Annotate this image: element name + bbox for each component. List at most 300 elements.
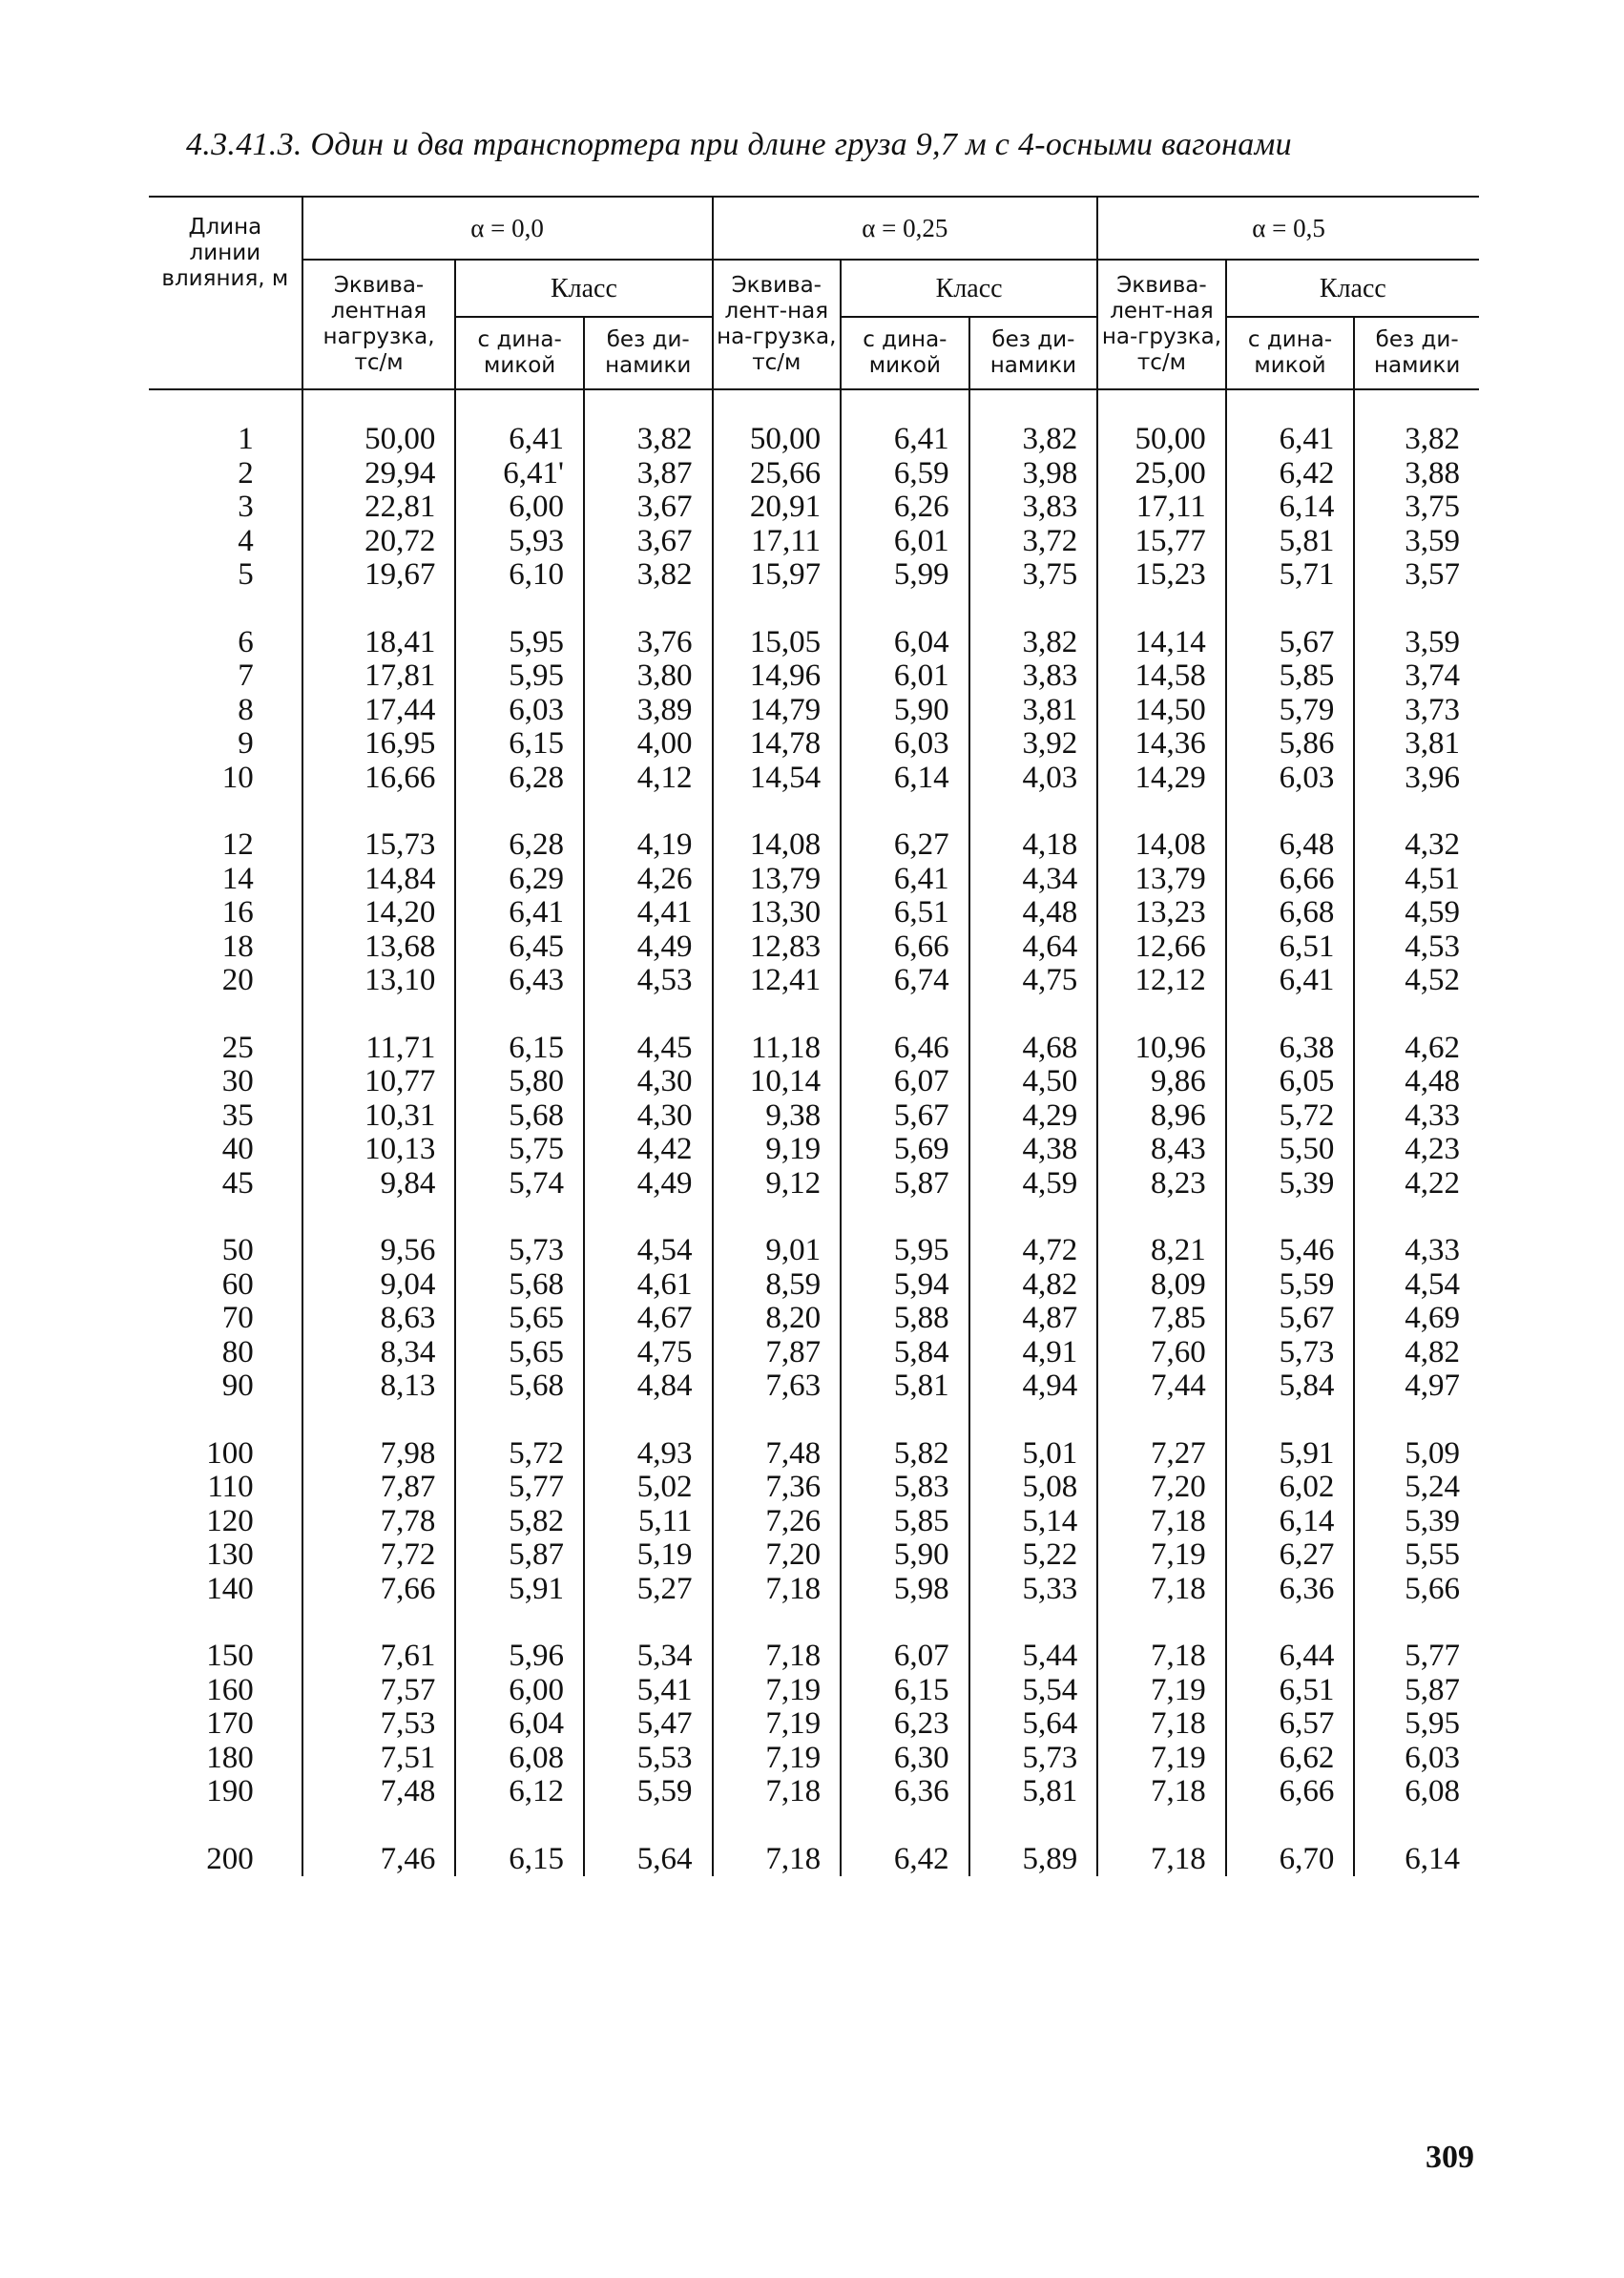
row-length-cell: 9 [238, 726, 254, 761]
value-cell: 7,57 [302, 1674, 456, 1708]
value-cell: 7,87 [713, 1336, 842, 1370]
value-cell: 3,82 [584, 389, 713, 457]
value-cell: 4,45 [584, 998, 713, 1066]
value-cell: 7,18 [1097, 1775, 1226, 1809]
value-cell: 3,59 [1354, 593, 1479, 660]
value-cell: 4,75 [584, 1336, 713, 1370]
row-length-cell: 1 [238, 422, 254, 456]
value-cell: 7,63 [713, 1369, 842, 1404]
value-cell: 3,96 [1354, 762, 1479, 796]
value-cell: 3,82 [969, 389, 1098, 457]
row-length-cell: 70 [221, 1301, 254, 1335]
value-cell: 5,65 [455, 1302, 584, 1336]
row-length-cell: 4 [238, 523, 254, 558]
value-cell: 5,69 [841, 1133, 969, 1167]
value-cell: 6,30 [841, 1742, 969, 1776]
value-cell: 5,19 [584, 1538, 713, 1573]
value-cell: 5,81 [841, 1369, 969, 1404]
value-cell: 5,67 [1226, 593, 1355, 660]
value-cell: 5,46 [1226, 1201, 1355, 1268]
table-row [149, 964, 1479, 998]
table-row [149, 1369, 1479, 1404]
row-length-cell: 50 [221, 1233, 254, 1267]
value-cell: 13,79 [1097, 863, 1226, 897]
value-cell: 17,11 [1097, 491, 1226, 525]
value-cell: 6,07 [841, 1606, 969, 1674]
table-row [149, 1099, 1479, 1134]
value-cell: 14,08 [713, 795, 842, 863]
value-cell: 4,72 [969, 1201, 1098, 1268]
table-row [149, 896, 1479, 930]
value-cell: 6,28 [455, 795, 584, 863]
value-cell: 6,42 [1226, 457, 1355, 491]
value-cell: 7,18 [713, 1809, 842, 1877]
row-length-cell: 3 [238, 490, 254, 524]
value-cell: 3,83 [969, 659, 1098, 694]
value-cell: 4,38 [969, 1133, 1098, 1167]
value-cell: 6,36 [841, 1775, 969, 1809]
value-cell: 6,51 [1226, 1674, 1355, 1708]
row-length-cell: 35 [221, 1097, 254, 1133]
value-cell: 3,98 [969, 457, 1098, 491]
value-cell: 5,73 [455, 1201, 584, 1268]
value-cell: 5,73 [1226, 1336, 1355, 1370]
value-cell: 7,18 [1097, 1809, 1226, 1877]
value-cell: 8,13 [302, 1369, 456, 1404]
value-cell: 4,68 [969, 998, 1098, 1066]
row-length-cell: 130 [206, 1537, 254, 1572]
row-length-cell: 2 [238, 455, 254, 491]
value-cell: 7,85 [1097, 1302, 1226, 1336]
value-cell: 4,49 [584, 930, 713, 965]
value-cell: 14,50 [1097, 694, 1226, 728]
value-cell: 4,49 [584, 1167, 713, 1202]
table-row [149, 1707, 1479, 1742]
value-cell: 4,30 [584, 1099, 713, 1134]
value-cell: 3,88 [1354, 457, 1479, 491]
value-cell: 5,88 [841, 1302, 969, 1336]
value-cell: 6,04 [841, 593, 969, 660]
value-cell: 17,81 [302, 659, 456, 694]
value-cell: 9,86 [1097, 1065, 1226, 1099]
value-cell: 6,10 [455, 558, 584, 593]
value-cell: 5,75 [455, 1133, 584, 1167]
value-cell: 7,19 [1097, 1674, 1226, 1708]
value-cell: 6,51 [841, 896, 969, 930]
value-cell: 6,27 [841, 795, 969, 863]
value-cell: 6,00 [455, 1674, 584, 1708]
table-row [149, 694, 1479, 728]
value-cell: 7,19 [713, 1707, 842, 1742]
value-cell: 9,01 [713, 1201, 842, 1268]
table-row [149, 727, 1479, 762]
header-with-dynamics-1: с дина-микой [455, 317, 584, 389]
value-cell: 29,94 [302, 457, 456, 491]
value-cell: 5,81 [1226, 525, 1355, 559]
value-cell: 4,30 [584, 1065, 713, 1099]
value-cell: 3,75 [1354, 491, 1479, 525]
value-cell: 12,41 [713, 964, 842, 998]
value-cell: 6,28 [455, 762, 584, 796]
value-cell: 7,18 [1097, 1505, 1226, 1539]
value-cell: 6,14 [1354, 1809, 1479, 1877]
value-cell: 13,10 [302, 964, 456, 998]
value-cell: 7,27 [1097, 1404, 1226, 1472]
value-cell: 20,72 [302, 525, 456, 559]
row-length-cell: 100 [206, 1435, 254, 1471]
value-cell: 4,75 [969, 964, 1098, 998]
value-cell: 7,20 [1097, 1471, 1226, 1505]
value-cell: 6,15 [455, 1809, 584, 1877]
value-cell: 4,41 [584, 896, 713, 930]
value-cell: 15,05 [713, 593, 842, 660]
value-cell: 4,93 [584, 1404, 713, 1472]
value-cell: 7,72 [302, 1538, 456, 1573]
value-cell: 6,41 [841, 389, 969, 457]
value-cell: 14,20 [302, 896, 456, 930]
value-cell: 4,82 [969, 1268, 1098, 1303]
value-cell: 5,90 [841, 694, 969, 728]
value-cell: 6,14 [841, 762, 969, 796]
row-length-cell: 5 [238, 557, 254, 592]
value-cell: 6,03 [841, 727, 969, 762]
value-cell: 4,62 [1354, 998, 1479, 1066]
value-cell: 5,59 [584, 1775, 713, 1809]
value-cell: 5,87 [455, 1538, 584, 1573]
table-row [149, 1167, 1479, 1202]
value-cell: 12,83 [713, 930, 842, 965]
value-cell: 4,97 [1354, 1369, 1479, 1404]
table-row [149, 1336, 1479, 1370]
header-class-3: Класс [1226, 260, 1479, 317]
value-cell: 7,19 [1097, 1742, 1226, 1776]
value-cell: 3,74 [1354, 659, 1479, 694]
value-cell: 3,81 [969, 694, 1098, 728]
value-cell: 6,48 [1226, 795, 1355, 863]
value-cell: 6,03 [1354, 1742, 1479, 1776]
value-cell: 6,41 [841, 863, 969, 897]
table-row [149, 1471, 1479, 1505]
value-cell: 5,72 [455, 1404, 584, 1472]
value-cell: 14,08 [1097, 795, 1226, 863]
header-with-dynamics-2: с дина-микой [841, 317, 969, 389]
row-length-cell: 200 [206, 1841, 254, 1876]
value-cell: 9,12 [713, 1167, 842, 1202]
table-row [149, 1133, 1479, 1167]
value-cell: 16,95 [302, 727, 456, 762]
value-cell: 6,41 [1226, 964, 1355, 998]
value-cell: 4,84 [584, 1369, 713, 1404]
value-cell: 5,33 [969, 1573, 1098, 1607]
value-cell: 4,18 [969, 795, 1098, 863]
table-row [149, 1809, 1479, 1877]
row-length-cell: 14 [221, 861, 254, 896]
value-cell: 6,41 [455, 896, 584, 930]
value-cell: 4,53 [584, 964, 713, 998]
header-alpha-0: α = 0,0 [302, 197, 713, 260]
value-cell: 5,59 [1226, 1268, 1355, 1303]
value-cell: 7,20 [713, 1538, 842, 1573]
value-cell: 6,41 [455, 389, 584, 457]
value-cell: 6,68 [1226, 896, 1355, 930]
value-cell: 5,86 [1226, 727, 1355, 762]
value-cell: 4,19 [584, 795, 713, 863]
value-cell: 8,43 [1097, 1133, 1226, 1167]
value-cell: 15,23 [1097, 558, 1226, 593]
row-length-cell: 180 [206, 1740, 254, 1775]
value-cell: 9,84 [302, 1167, 456, 1202]
value-cell: 8,34 [302, 1336, 456, 1370]
value-cell: 5,81 [969, 1775, 1098, 1809]
table-row [149, 593, 1479, 660]
value-cell: 7,51 [302, 1742, 456, 1776]
table-row [149, 762, 1479, 796]
value-cell: 3,59 [1354, 525, 1479, 559]
value-cell: 13,30 [713, 896, 842, 930]
value-cell: 5,65 [455, 1336, 584, 1370]
value-cell: 5,22 [969, 1538, 1098, 1573]
row-length-cell: 150 [206, 1639, 254, 1673]
value-cell: 6,66 [841, 930, 969, 965]
header-equivalent-load-1: Эквива-лентная нагрузка, тс/м [302, 260, 456, 389]
value-cell: 5,68 [455, 1099, 584, 1134]
value-cell: 4,54 [584, 1201, 713, 1268]
value-cell: 8,63 [302, 1302, 456, 1336]
value-cell: 5,44 [969, 1606, 1098, 1674]
value-cell: 9,56 [302, 1201, 456, 1268]
value-cell: 4,12 [584, 762, 713, 796]
value-cell: 3,67 [584, 525, 713, 559]
value-cell: 5,39 [1226, 1167, 1355, 1202]
value-cell: 4,59 [969, 1167, 1098, 1202]
value-cell: 5,11 [584, 1505, 713, 1539]
value-cell: 7,18 [1097, 1573, 1226, 1607]
table-row [149, 1302, 1479, 1336]
value-cell: 50,00 [302, 389, 456, 457]
row-length-cell: 140 [206, 1571, 254, 1606]
value-cell: 4,50 [969, 1065, 1098, 1099]
table-row [149, 998, 1479, 1066]
value-cell: 6,66 [1226, 863, 1355, 897]
value-cell: 5,14 [969, 1505, 1098, 1539]
value-cell: 4,59 [1354, 896, 1479, 930]
value-cell: 5,82 [841, 1404, 969, 1472]
value-cell: 3,81 [1354, 727, 1479, 762]
value-cell: 6,00 [455, 491, 584, 525]
value-cell: 6,59 [841, 457, 969, 491]
value-cell: 15,97 [713, 558, 842, 593]
value-cell: 7,87 [302, 1471, 456, 1505]
row-length-cell: 18 [221, 929, 254, 964]
value-cell: 6,43 [455, 964, 584, 998]
value-cell: 3,92 [969, 727, 1098, 762]
value-cell: 10,31 [302, 1099, 456, 1134]
value-cell: 5,74 [455, 1167, 584, 1202]
table-row [149, 1742, 1479, 1776]
value-cell: 6,08 [455, 1742, 584, 1776]
value-cell: 5,89 [969, 1809, 1098, 1877]
value-cell: 5,82 [455, 1505, 584, 1539]
value-cell: 5,85 [1226, 659, 1355, 694]
value-cell: 5,02 [584, 1471, 713, 1505]
row-length-cell: 40 [221, 1132, 254, 1166]
value-cell: 6,15 [455, 998, 584, 1066]
value-cell: 6,57 [1226, 1707, 1355, 1742]
value-cell: 10,96 [1097, 998, 1226, 1066]
table-row [149, 1775, 1479, 1809]
value-cell: 5,64 [969, 1707, 1098, 1742]
value-cell: 6,51 [1226, 930, 1355, 965]
table-row [149, 491, 1479, 525]
value-cell: 7,60 [1097, 1336, 1226, 1370]
value-cell: 6,15 [841, 1674, 969, 1708]
value-cell: 3,89 [584, 694, 713, 728]
row-length-cell: 6 [238, 624, 254, 659]
value-cell: 4,91 [969, 1336, 1098, 1370]
value-cell: 15,77 [1097, 525, 1226, 559]
value-cell: 4,42 [584, 1133, 713, 1167]
row-length-cell: 12 [221, 827, 254, 862]
row-length-cell: 10 [221, 760, 254, 795]
table-row [149, 930, 1479, 965]
value-cell: 5,96 [455, 1606, 584, 1674]
value-cell: 5,95 [455, 659, 584, 694]
value-cell: 12,12 [1097, 964, 1226, 998]
value-cell: 13,23 [1097, 896, 1226, 930]
value-cell: 4,94 [969, 1369, 1098, 1404]
value-cell: 8,23 [1097, 1167, 1226, 1202]
row-length-cell: 30 [221, 1064, 254, 1098]
header-equivalent-load-3: Эквива-лент-ная на-грузка, тс/м [1097, 260, 1226, 389]
value-cell: 4,33 [1354, 1201, 1479, 1268]
value-cell: 3,87 [584, 457, 713, 491]
value-cell: 5,80 [455, 1065, 584, 1099]
value-cell: 5,27 [584, 1573, 713, 1607]
value-cell: 7,18 [713, 1775, 842, 1809]
row-length-cell: 160 [206, 1672, 254, 1707]
value-cell: 5,64 [584, 1809, 713, 1877]
value-cell: 6,74 [841, 964, 969, 998]
value-cell: 4,33 [1354, 1099, 1479, 1134]
row-length-cell: 7 [238, 658, 254, 693]
value-cell: 6,42 [841, 1809, 969, 1877]
value-cell: 4,32 [1354, 795, 1479, 863]
value-cell: 6,04 [455, 1707, 584, 1742]
table-row [149, 1065, 1479, 1099]
value-cell: 5,91 [1226, 1404, 1355, 1472]
value-cell: 5,53 [584, 1742, 713, 1776]
value-cell: 5,87 [1354, 1674, 1479, 1708]
value-cell: 8,21 [1097, 1201, 1226, 1268]
table-row [149, 1538, 1479, 1573]
value-cell: 5,68 [455, 1369, 584, 1404]
value-cell: 4,87 [969, 1302, 1098, 1336]
row-length-cell: 120 [206, 1503, 254, 1538]
value-cell: 11,71 [302, 998, 456, 1066]
table-row [149, 863, 1479, 897]
table-body [149, 389, 1479, 1876]
value-cell: 22,81 [302, 491, 456, 525]
header-alpha-05: α = 0,5 [1097, 197, 1479, 260]
value-cell: 7,46 [302, 1809, 456, 1877]
value-cell: 8,09 [1097, 1268, 1226, 1303]
table-row [149, 558, 1479, 593]
header-class-2: Класс [841, 260, 1097, 317]
value-cell: 6,05 [1226, 1065, 1355, 1099]
value-cell: 6,27 [1226, 1538, 1355, 1573]
header-equivalent-load-2: Эквива-лент-ная на-грузка, тс/м [713, 260, 842, 389]
table-row [149, 795, 1479, 863]
value-cell: 4,54 [1354, 1268, 1479, 1303]
value-cell: 9,04 [302, 1268, 456, 1303]
value-cell: 14,14 [1097, 593, 1226, 660]
value-cell: 10,77 [302, 1065, 456, 1099]
value-cell: 5,08 [969, 1471, 1098, 1505]
value-cell: 7,19 [1097, 1538, 1226, 1573]
value-cell: 14,84 [302, 863, 456, 897]
value-cell: 50,00 [713, 389, 842, 457]
value-cell: 15,73 [302, 795, 456, 863]
value-cell: 5,87 [841, 1167, 969, 1202]
table-row [149, 1674, 1479, 1708]
header-alpha-025: α = 0,25 [713, 197, 1098, 260]
value-cell: 17,44 [302, 694, 456, 728]
value-cell: 7,61 [302, 1606, 456, 1674]
value-cell: 4,67 [584, 1302, 713, 1336]
value-cell: 4,26 [584, 863, 713, 897]
value-cell: 7,48 [713, 1404, 842, 1472]
value-cell: 6,44 [1226, 1606, 1355, 1674]
value-cell: 5,72 [1226, 1099, 1355, 1134]
row-length-cell: 170 [206, 1706, 254, 1741]
value-cell: 14,78 [713, 727, 842, 762]
row-length-cell: 60 [221, 1266, 254, 1302]
value-cell: 14,36 [1097, 727, 1226, 762]
value-cell: 5,77 [1354, 1606, 1479, 1674]
value-cell: 6,46 [841, 998, 969, 1066]
header-without-dynamics-1: без ди-намики [584, 317, 713, 389]
header-with-dynamics-3: с дина-микой [1226, 317, 1355, 389]
value-cell: 4,48 [969, 896, 1098, 930]
value-cell: 5,01 [969, 1404, 1098, 1472]
value-cell: 6,62 [1226, 1742, 1355, 1776]
value-cell: 6,14 [1226, 491, 1355, 525]
value-cell: 7,78 [302, 1505, 456, 1539]
value-cell: 4,22 [1354, 1167, 1479, 1202]
value-cell: 4,23 [1354, 1133, 1479, 1167]
table-row [149, 1404, 1479, 1472]
value-cell: 6,66 [1226, 1775, 1355, 1809]
table-row [149, 1606, 1479, 1674]
row-length-cell: 16 [221, 895, 254, 930]
row-length-cell: 190 [206, 1774, 254, 1808]
value-cell: 6,15 [455, 727, 584, 762]
value-cell: 7,18 [1097, 1707, 1226, 1742]
header-without-dynamics-3: без ди-намики [1354, 317, 1479, 389]
value-cell: 6,26 [841, 491, 969, 525]
value-cell: 4,52 [1354, 964, 1479, 998]
value-cell: 12,66 [1097, 930, 1226, 965]
value-cell: 6,03 [1226, 762, 1355, 796]
value-cell: 5,09 [1354, 1404, 1479, 1472]
table-row [149, 1201, 1479, 1268]
value-cell: 25,66 [713, 457, 842, 491]
page-number: 309 [1426, 2140, 1474, 2175]
value-cell: 5,50 [1226, 1133, 1355, 1167]
value-cell: 5,95 [841, 1201, 969, 1268]
value-cell: 14,54 [713, 762, 842, 796]
table-row [149, 457, 1479, 491]
